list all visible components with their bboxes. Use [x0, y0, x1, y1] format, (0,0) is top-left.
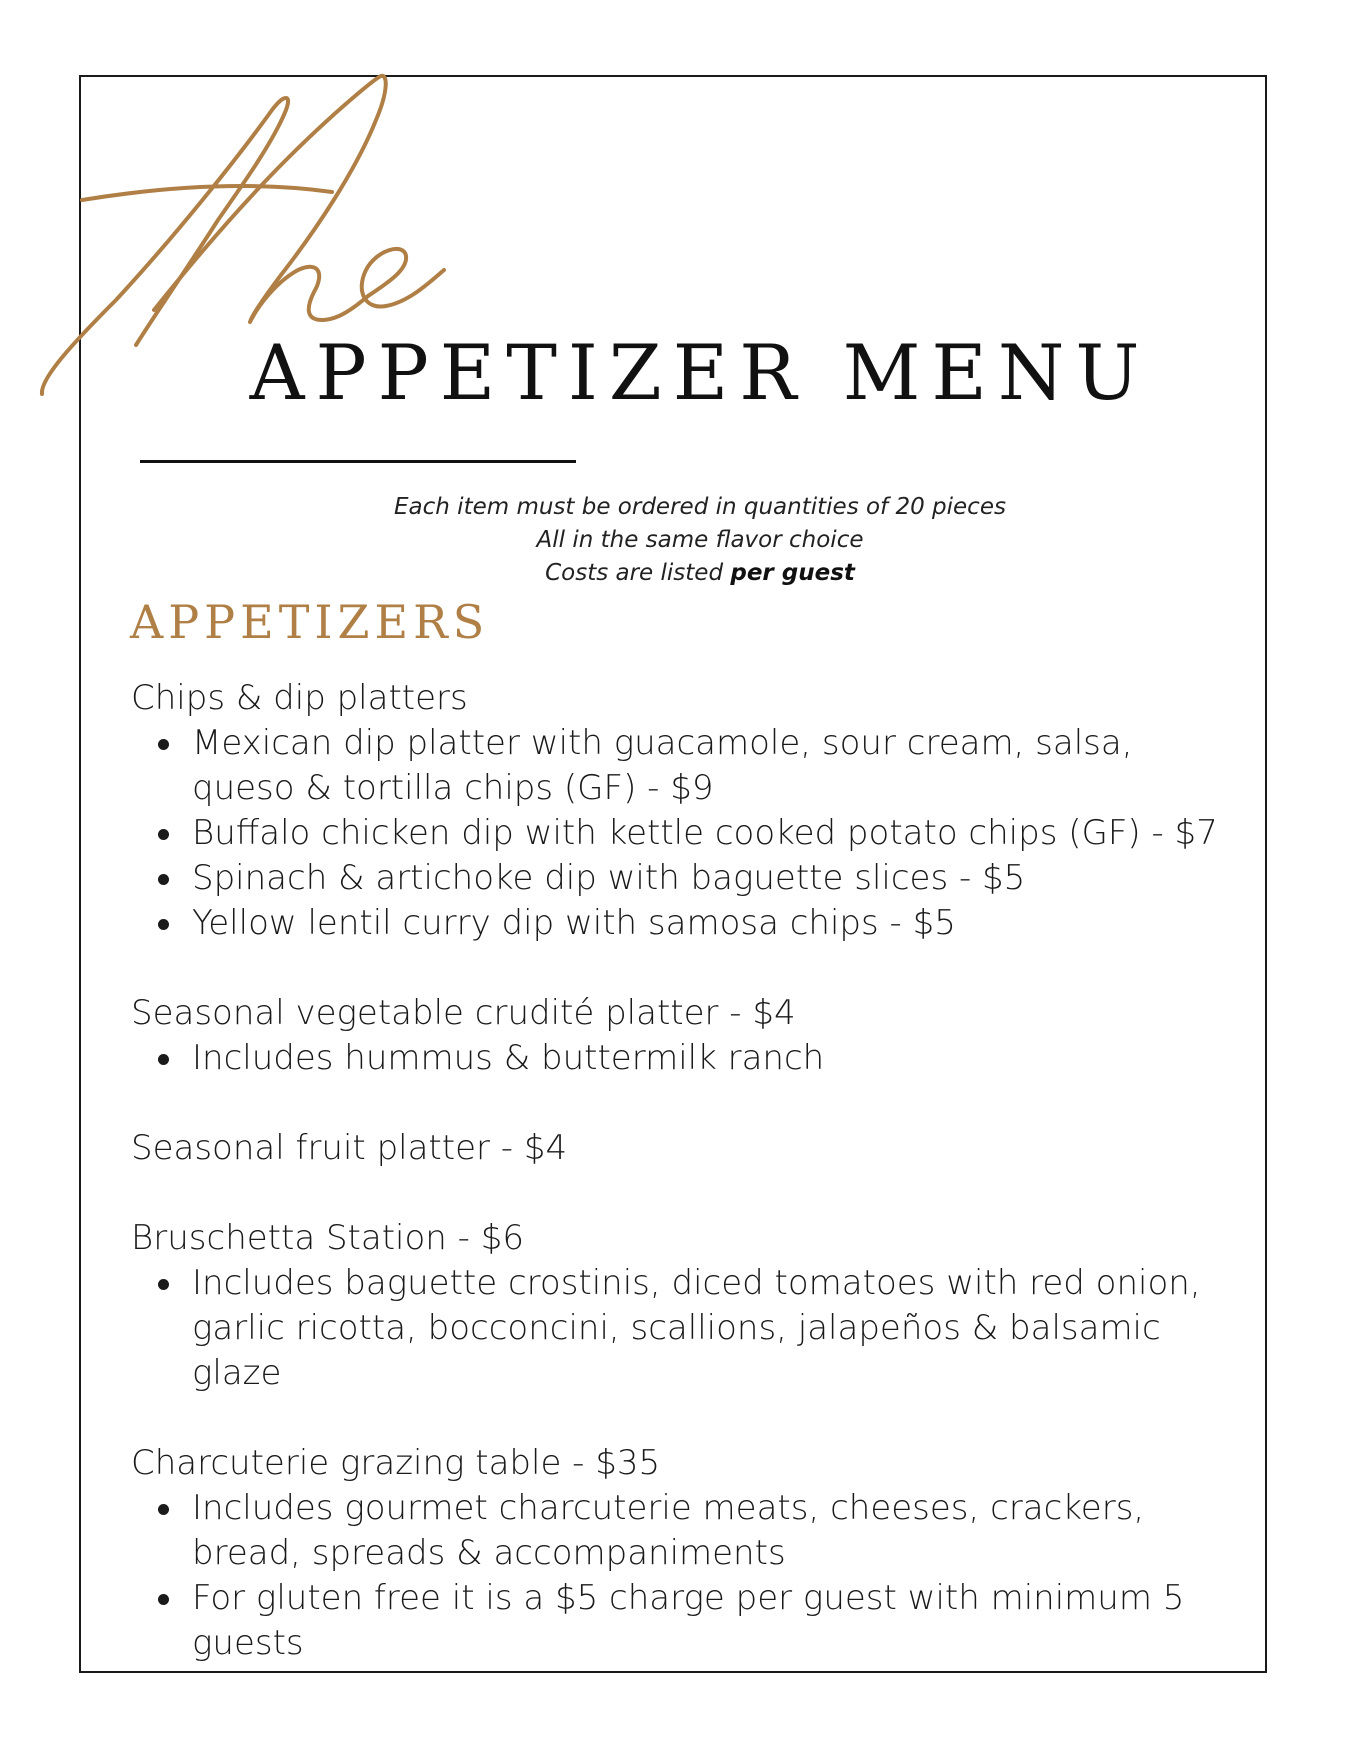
menu-group-bruschetta — [131, 1216, 1241, 1396]
menu-group-items — [131, 1036, 1241, 1081]
menu-group-title: Seasonal vegetable crudité platter - $4 — [131, 993, 796, 1033]
list-item — [131, 1576, 1241, 1666]
bullet-icon — [158, 1504, 169, 1515]
list-item — [131, 811, 1241, 856]
list-item-text: Includes baguette crostinis, diced tomatoes with red onion, garlic ricotta, bocconcini, scallions, jalapeños & balsamic glaze — [192, 1263, 1201, 1393]
list-item — [131, 901, 1241, 946]
page-title: APPETIZER MENU — [249, 328, 1151, 417]
menu-group-items — [131, 1486, 1241, 1666]
bullet-icon — [158, 1594, 169, 1605]
note-cost-emphasis: per guest — [730, 560, 855, 586]
menu-group-title: Bruschetta Station - $6 — [131, 1218, 524, 1258]
menu-list — [131, 676, 1241, 1666]
list-item — [131, 1486, 1241, 1576]
menu-group-title: Chips & dip platters — [131, 678, 468, 718]
list-item-text: Buffalo chicken dip with kettle cooked potato chips (GF) - $7 — [192, 813, 1218, 853]
list-item-text: Mexican dip platter with guacamole, sour cream, salsa, queso & tortilla chips (GF) - $9 — [192, 723, 1133, 808]
menu-group-fruit — [131, 1126, 1241, 1171]
list-item-text: Spinach & artichoke dip with baguette slices - $5 — [192, 858, 1026, 898]
title-underline — [140, 460, 576, 463]
section-heading: APPETIZERS — [130, 595, 490, 649]
list-item-text: Yellow lentil curry dip with samosa chips - $5 — [192, 903, 956, 943]
bullet-icon — [158, 874, 169, 885]
menu-group-crudite — [131, 991, 1241, 1081]
menu-group-items — [131, 721, 1241, 946]
list-item — [131, 1036, 1241, 1081]
list-item — [131, 1261, 1241, 1396]
script-the-e — [362, 249, 444, 307]
bullet-icon — [158, 919, 169, 930]
menu-group-items — [131, 1261, 1241, 1396]
note-quantity: Each item must be ordered in quantities of 20 pieces — [394, 494, 1006, 520]
menu-group-title: Seasonal fruit platter - $4 — [131, 1128, 568, 1168]
bullet-icon — [158, 1279, 169, 1290]
bullet-icon — [158, 829, 169, 840]
note-cost-prefix: Costs are listed — [545, 560, 731, 586]
bullet-icon — [158, 1054, 169, 1065]
list-item — [131, 721, 1241, 811]
note-cost — [300, 557, 1100, 590]
menu-group-charcuterie — [131, 1441, 1241, 1666]
list-item-text: For gluten free it is a $5 charge per guest with minimum 5 guests — [192, 1578, 1185, 1663]
menu-group-chips-dip — [131, 676, 1241, 946]
bullet-icon — [158, 739, 169, 750]
list-item — [131, 856, 1241, 901]
list-item-text: Includes gourmet charcuterie meats, cheeses, crackers, bread, spreads & accompaniments — [192, 1488, 1145, 1573]
menu-group-title: Charcuterie grazing table - $35 — [131, 1443, 661, 1483]
note-flavor: All in the same flavor choice — [536, 527, 864, 553]
list-item-text: Includes hummus & buttermilk ranch — [192, 1038, 825, 1078]
ordering-notes — [300, 491, 1100, 590]
